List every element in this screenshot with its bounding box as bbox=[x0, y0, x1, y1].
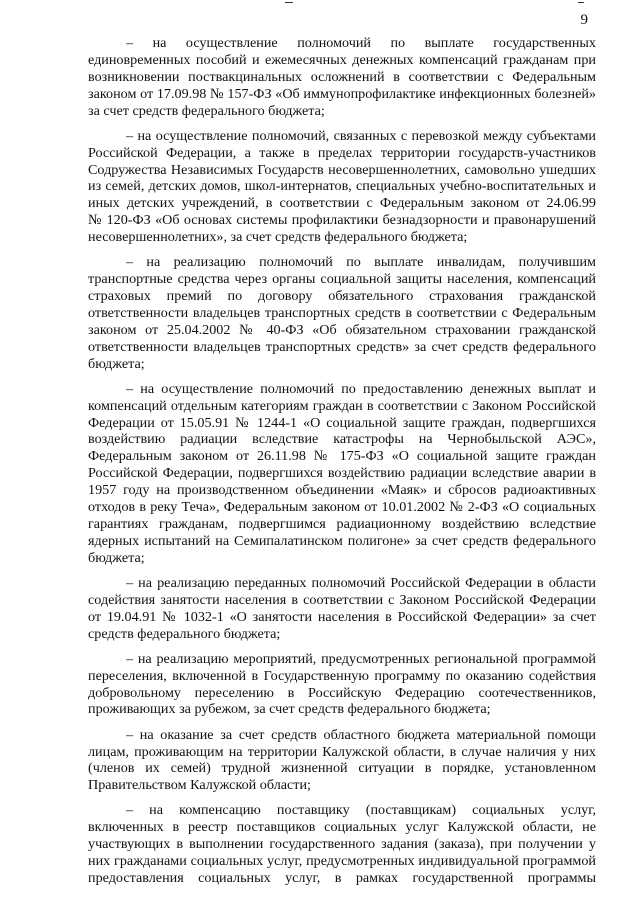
text-line: законом от 25.04.2002 № 40-ФЗ «Об обязательном страховании гражданской bbox=[88, 321, 596, 338]
paragraph bbox=[88, 651, 596, 719]
text-line: иных детских учреждений, в соответствии с Федеральным законом от 24.06.99 bbox=[88, 195, 596, 212]
text-line: Правительством Калужской области; bbox=[88, 777, 311, 794]
text-line: добровольному переселению в Российскую Федерацию соотечественников, bbox=[88, 684, 596, 701]
text-line: транспортные средства через органы социальной защиты населения, компенсаций bbox=[88, 271, 596, 288]
text-line: – на реализацию полномочий по выплате инвалидам, получившим bbox=[126, 254, 596, 271]
text-line: – на осуществление полномочий по выплате государственных bbox=[126, 35, 596, 51]
text-line: компенсаций отдельным категориям граждан в соответствии с Законом Российской bbox=[88, 397, 596, 414]
text-line: ядерных испытаний на Семипалатинском полигоне» за счет средств федерального bbox=[88, 532, 596, 549]
text-line: законом от 17.09.98 № 157-ФЗ «Об иммунопрофилактике инфекционных болезней» bbox=[88, 85, 596, 102]
text-line: несовершеннолетних», за счет средств федерального бюджета; bbox=[88, 229, 468, 246]
text-line: – на реализацию мероприятий, предусмотренных региональной программой bbox=[126, 650, 596, 667]
text-line: Российской Федерации, а также в пределах территории государств-участников bbox=[88, 144, 596, 161]
text-line: – на реализацию переданных полномочий Российской Федерации в области bbox=[126, 574, 596, 591]
paragraph bbox=[88, 575, 596, 643]
scan-mark bbox=[285, 2, 293, 3]
page-number: 9 bbox=[580, 12, 588, 28]
text-line: бюджета; bbox=[88, 355, 145, 372]
text-line: Содружества Независимых Государств несовершеннолетних, самовольно ушедших bbox=[88, 161, 596, 178]
text-line: бюджета; bbox=[88, 549, 145, 566]
paragraph bbox=[88, 802, 596, 886]
text-line: от 19.04.91 № 1032-1 «О занятости населения в Российской Федерации» за счет bbox=[88, 608, 596, 625]
text-line: – на осуществление полномочий, связанных с перевозкой между субъектами bbox=[126, 127, 596, 144]
text-line: 1957 году на производственном объединении «Маяк» и сбросов радиоактивных bbox=[88, 482, 596, 499]
paragraph bbox=[88, 128, 596, 246]
text-line: Федеральным законом от 26.11.98 № 175-ФЗ «О социальной защите граждан bbox=[88, 448, 596, 465]
text-line: включенных в реестр поставщиков социальных услуг Калужской области, не bbox=[88, 819, 596, 836]
text-line: переселения, включенной в Государственную программу по оказанию содействия bbox=[88, 667, 596, 684]
paragraph bbox=[88, 35, 596, 119]
text-line: – на компенсацию поставщику (поставщикам) социальных услуг, bbox=[126, 802, 596, 819]
text-line: лицам, проживающим на территории Калужской области, в случае наличия у них bbox=[88, 743, 596, 760]
text-line: единовременных пособий и ежемесячных денежных компенсаций гражданам при bbox=[88, 51, 596, 68]
text-line: – на оказание за счет средств областного бюджета материальной помощи bbox=[126, 726, 596, 743]
body-text bbox=[88, 35, 596, 895]
text-line: за счет средств федерального бюджета; bbox=[88, 102, 325, 119]
text-line: возникновении поствакцинальных осложнений в соответствии с Федеральным bbox=[88, 68, 596, 85]
text-line: Российской Федерации, подвергшихся воздействию радиации вследствие аварии в bbox=[88, 465, 596, 482]
text-line: из семей, детских домов, школ-интернатов, специальных учебно-воспитательных и bbox=[88, 178, 596, 195]
text-line: участвующих в выполнении государственного задания (заказа), при получении у bbox=[88, 836, 596, 853]
text-line: – на осуществление полномочий по предоставлению денежных выплат и bbox=[126, 380, 596, 397]
text-line: страховых премий по договору обязательного страхования гражданской bbox=[88, 288, 596, 305]
text-line: № 120-ФЗ «Об основах системы профилактики безнадзорности и правонарушений bbox=[88, 212, 596, 229]
text-line: гарантиях гражданам, подвергшимся радиационному воздействию вследствие bbox=[88, 515, 596, 532]
paragraph bbox=[88, 254, 596, 372]
text-line: средств федерального бюджета; bbox=[88, 625, 281, 642]
text-line: предоставления социальных услуг, в рамках государственной программы bbox=[88, 870, 596, 887]
text-line: проживающих за рубежом, за счет средств федерального бюджета; bbox=[88, 701, 491, 718]
paragraph bbox=[88, 381, 596, 567]
text-line: (членов их семей) трудной жизненной ситуации в порядке, установленном bbox=[88, 760, 596, 777]
scan-mark bbox=[578, 2, 584, 3]
text-line: них гражданами социальных услуг, предусмотренных индивидуальной программой bbox=[88, 853, 596, 870]
text-line: воздействию радиации вследствие катастрофы на Чернобыльской АЭС», bbox=[88, 431, 596, 448]
text-line: отходов в реку Теча», Федеральным законом от 10.01.2002 № 2-ФЗ «О социальных bbox=[88, 499, 596, 516]
paragraph bbox=[88, 727, 596, 795]
text-line: ответственности владельцев транспортных средств в соответствии с Федеральным bbox=[88, 304, 596, 321]
text-line: содействия занятости населения в соответствии с Законом Российской Федерации bbox=[88, 591, 596, 608]
text-line: Федерации от 15.05.91 № 1244-1 «О социальной защите граждан, подвергшихся bbox=[88, 414, 596, 431]
text-line: ответственности владельцев транспортных средств» за счет средств федерального bbox=[88, 338, 596, 355]
